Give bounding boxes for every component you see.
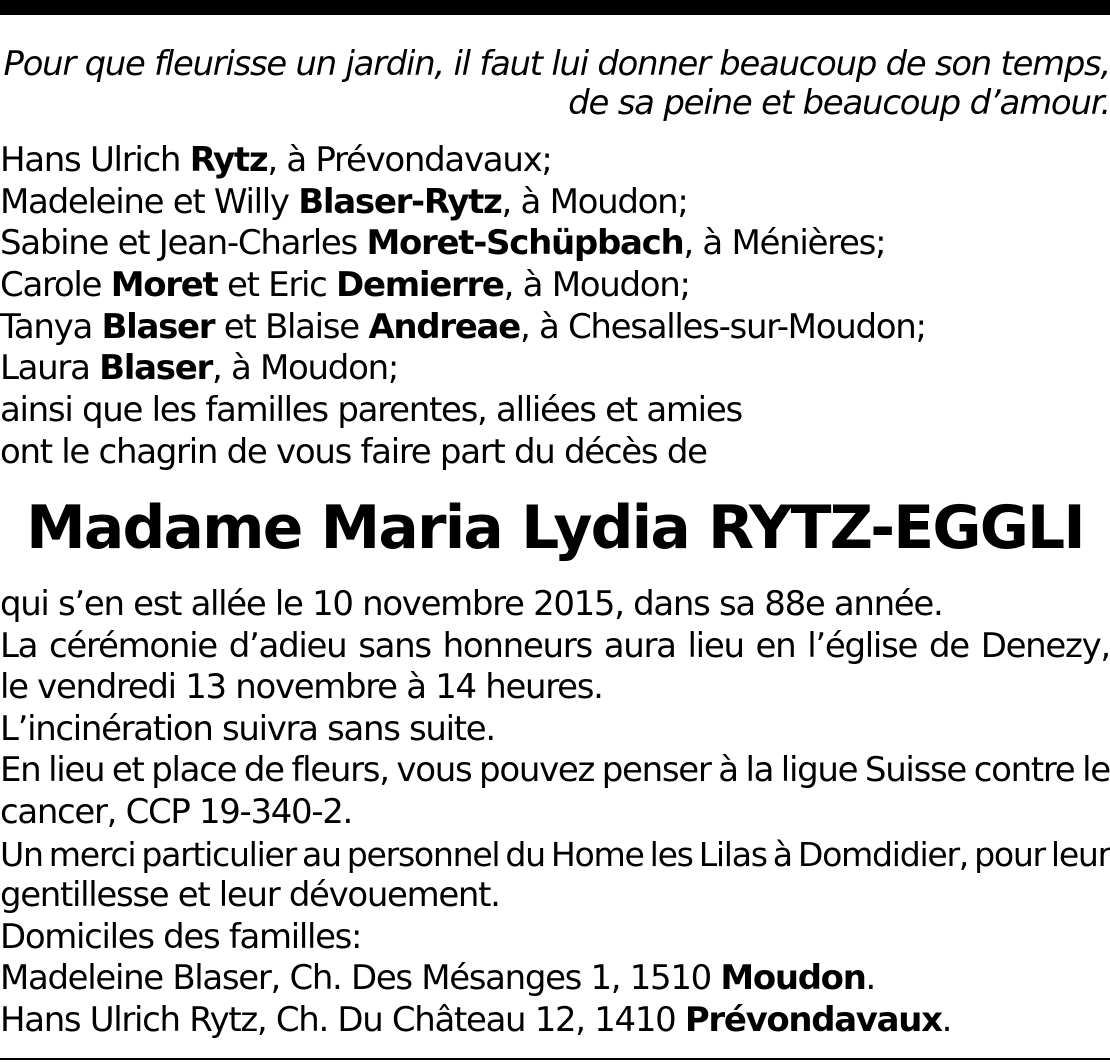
family-text: , à Chesalles-sur-Moudon;	[519, 306, 926, 347]
family-text: Carole	[0, 265, 111, 306]
body-word: lieu	[48, 750, 105, 791]
family-text: et Blaise	[214, 306, 369, 347]
body-word: honneurs	[442, 625, 592, 666]
address-line	[0, 958, 1110, 1000]
family-list	[0, 140, 926, 474]
body-line: cancer, CCP 19-340-2.	[0, 792, 353, 832]
body-word: Lilas	[698, 834, 767, 874]
body-word: pour	[974, 834, 1045, 874]
body-word: personnel	[346, 834, 500, 874]
body-word: la	[745, 750, 774, 791]
body-word: Domdidier,	[797, 834, 969, 874]
family-surname: Blaser	[101, 306, 215, 347]
family-text: , à Ménières;	[683, 223, 886, 264]
address-locality: Moudon	[720, 959, 866, 999]
body-word: cérémonie	[49, 625, 217, 666]
body-word: de	[243, 750, 284, 791]
family-surname: Blaser	[99, 348, 212, 389]
family-surname: Andreae	[368, 306, 520, 347]
body-word: aura	[603, 625, 676, 666]
body-word: du	[505, 834, 545, 874]
quote-line-1: Pour que fleurisse un jardin, il faut lui donner beaucoup de son temps,	[3, 44, 1110, 83]
body-line: qui s’en est allée le 10 novembre 2015, dans sa 88e année.	[0, 585, 943, 624]
family-text: Laura	[0, 348, 100, 389]
address-text: Madeleine Blaser, Ch. Des Mésanges 1, 1510	[0, 959, 721, 999]
deceased-name: Madame Maria Lydia RYTZ-EGGLI	[26, 493, 1084, 563]
quote-line-2: de sa peine et beaucoup d’amour.	[568, 84, 1110, 123]
body-word: de	[928, 625, 969, 666]
body-word: en	[755, 625, 796, 666]
address-line	[0, 1000, 1110, 1042]
family-text: Sabine et Jean-Charles	[0, 223, 367, 264]
family-surname: Moret-Schüpbach	[366, 223, 684, 264]
body-word: d’adieu	[228, 625, 347, 666]
body-line-justified	[0, 750, 1110, 792]
body-word: au	[301, 834, 341, 874]
body-line: gentillesse et leur dévouement.	[0, 876, 500, 916]
body-word: l’église	[807, 625, 918, 666]
family-text: , à Moudon;	[501, 181, 688, 222]
announcement-line: ont le chagrin de vous faire part du décès de	[0, 431, 707, 472]
body-word: les	[649, 834, 693, 874]
body-word: merci	[48, 834, 136, 874]
body-word: Home	[550, 834, 644, 874]
address-text: .	[941, 1000, 952, 1040]
body-word: lieu	[687, 625, 744, 666]
body-word: contre	[973, 750, 1075, 791]
address-text: .	[865, 959, 876, 999]
family-text: Tanya	[0, 306, 102, 347]
family-text: Madeleine et Willy	[0, 181, 299, 222]
family-surname: Moret	[110, 265, 218, 306]
family-text: , à Moudon;	[211, 348, 398, 389]
body-word: Un	[0, 834, 43, 874]
bottom-rule	[0, 1058, 1110, 1060]
body-line-justified	[0, 834, 1110, 876]
body-word: La	[0, 625, 38, 666]
family-line	[0, 223, 926, 265]
body-word: En	[0, 750, 41, 791]
body-line: Domiciles des familles:	[0, 917, 362, 957]
family-line	[0, 140, 926, 182]
body-word: fleurs,	[291, 750, 389, 791]
body-word: particulier	[141, 834, 296, 874]
body-word: sans	[358, 625, 431, 666]
family-line	[0, 307, 926, 349]
family-line	[0, 182, 926, 224]
family-text: Hans Ulrich	[0, 140, 190, 180]
body-word: à	[718, 750, 738, 791]
epigraph-quote	[0, 44, 1110, 124]
family-text: et Eric	[217, 265, 337, 306]
body-word: Denezy,	[980, 625, 1110, 666]
family-text: , à Moudon;	[503, 265, 690, 306]
body-word: et	[111, 750, 144, 791]
body-word: place	[151, 750, 237, 791]
family-surname: Rytz	[189, 140, 268, 180]
family-text: , à Prévondavaux;	[267, 140, 552, 180]
body-word: le	[1082, 750, 1110, 791]
body-word: à	[772, 834, 792, 874]
body-line-justified	[0, 626, 1110, 668]
family-line	[0, 265, 926, 307]
address-text: Hans Ulrich Rytz, Ch. Du Château 12, 1410	[0, 1000, 685, 1040]
top-rule	[0, 0, 1110, 15]
address-locality: Prévondavaux	[684, 1000, 942, 1040]
family-surname: Demierre	[336, 265, 504, 306]
family-line	[0, 348, 926, 390]
body-word: vous	[396, 750, 472, 791]
body-line: le vendredi 13 novembre à 14 heures.	[0, 668, 603, 708]
body-word: leur	[1050, 834, 1110, 874]
body-word: pouvez	[479, 750, 595, 791]
body-line: L’incinération suivra sans suite.	[0, 709, 495, 749]
body-word: penser	[601, 750, 711, 791]
family-line: ainsi que les familles parentes, alliées et amies	[0, 390, 742, 431]
body-word: ligue	[780, 750, 858, 791]
notice-body	[0, 584, 1110, 1042]
body-word: Suisse	[864, 750, 967, 791]
family-surname: Blaser-Rytz	[298, 181, 502, 222]
